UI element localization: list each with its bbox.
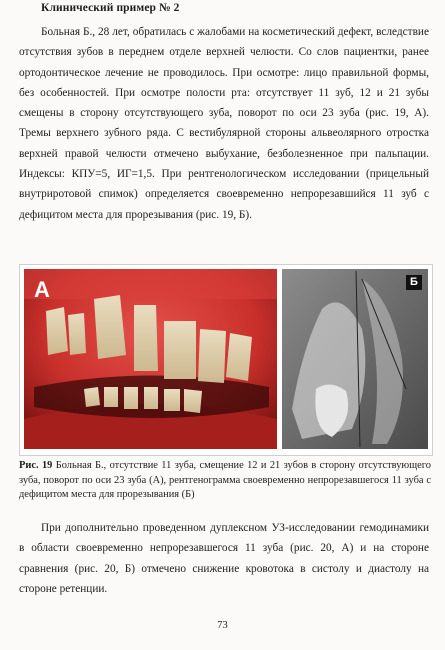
figure-label-a: А (34, 277, 50, 302)
page-number: 73 (217, 620, 228, 631)
ultrasound-paragraph (19, 518, 429, 599)
xray-image (282, 269, 428, 449)
figure-label-b: Б (406, 275, 422, 290)
intraoral-photo-image (24, 269, 277, 449)
xray-radiograph (282, 269, 428, 449)
clinical-case-paragraph (19, 22, 429, 225)
intraoral-photo (24, 269, 277, 449)
paragraph-2-text: При дополнительно проведенном дуплексном УЗ-исследовании гемодинамики в области своевременно непрорезавшегося 11 зуба (рис. 20, А) и на стороне сравнения (рис. 20, Б) отмечено снижение кровотока в систолу и диастолу на стороне ретенции. (19, 522, 429, 595)
figure-19 (19, 264, 433, 456)
paragraph-1-text: Больная Б., 28 лет, обратилась с жалобами на косметический дефект, вследствие отсутствия зубов в переднем отделе верхней челюсти. Со слов пациентки, ранее ортодонтическое лечение не проводилось. При осмотре: лицо правильной формы, без особенностей. При осмотре полости рта: отсутствует 11 зуб, 12 и 21 зубы смещены в сторону отсутствующего зуба, поворот по оси 23 зуба (рис. 19, А). Тремы верхнего зубного ряда. С вестибулярной стороны альвеолярного отростка верхней правой челюсти отмечено выбухание, безболезненное при пальпации. Индексы: КПУ=5, ИГ=1,5. При рентгенологическом исследовании (прицельный внутриротовой спимок) определяется своевременно непрорезавшийся 11 зуб с дефицитом места для прорезывания (рис. 19, Б). (19, 26, 429, 221)
figure-caption (19, 459, 431, 503)
figure-number: Рис. 19 (19, 460, 53, 471)
section-heading: Клинический пример № 2 (41, 2, 180, 14)
caption-text: Больная Б., отсутствие 11 зуба, смещение 12 и 21 зубов в сторону отсутствующего зуба, поворот по оси 23 зуба (А), рентгенограмма своевременно непрорезавшегося 11 зуба с дефицитом места для прорезывания (Б) (19, 460, 431, 500)
